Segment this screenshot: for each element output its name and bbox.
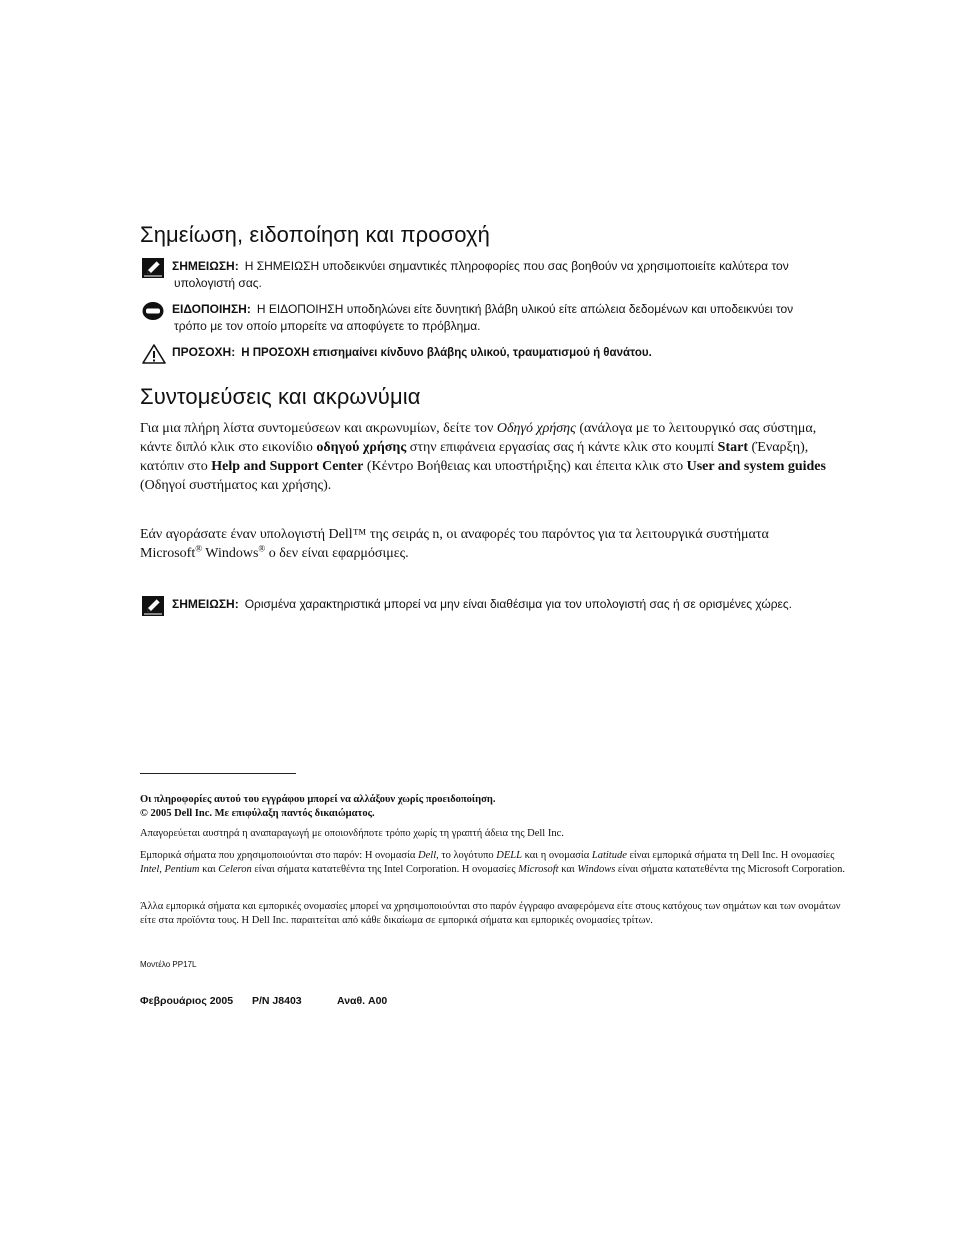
publication-date: Φεβρουάριος 2005 [140,995,234,1007]
text-run: (Έναρξη), κατόπιν στο [140,440,809,474]
copyright-notice [140,793,845,821]
text-run: Microsoft [518,864,559,875]
note-text: Η ΣΗΜΕΙΩΣΗ υποδεικνύει σημαντικές πληροφορίες που σας βοηθούν να χρησιμοποιείτε καλύτερα τον [244,259,789,273]
text-run: Εάν αγοράσατε έναν υπολογιστή Dell™ της σειράς n, οι αναφορές του παρόντος για τα λειτουργικά συστήματα Microsoft [140,527,769,561]
part-number: P/N J8403 [252,995,302,1007]
caution-text: Η ΠΡΟΣΟΧΗ επισημαίνει κίνδυνο βλάβης υλικού, τραυματισμού ή θανάτου. [241,347,652,359]
registered-mark: ® [195,543,203,554]
help-center-ref: Help and Support Center [211,459,364,474]
revision: Αναθ. A00 [337,995,388,1007]
text-run: , το λογότυπο [436,850,497,861]
text-run: Windows [202,546,259,561]
n-series-paragraph [140,525,830,563]
change-notice: Οι πληροφορίες αυτού του εγγράφου μπορεί να αλλάξουν χωρίς προειδοποίηση. [140,794,496,805]
notice-text: Η ΕΙΔΟΠΟΙΗΣΗ υποδηλώνει είτε δυνητική βλάβη υλικού είτε απώλεια δεδομένων και υποδεικνύει τον [256,302,794,316]
abbreviations-paragraph [140,419,830,495]
text-run: , [159,864,165,875]
text-run: (Κέντρο Βοήθειας και υποστήριξης) και έπειτα κλικ στο [363,459,687,474]
note-label: ΣΗΜΕΙΩΣΗ: [172,259,239,273]
warning-triangle-icon [142,344,164,364]
text-run: Intel [140,864,160,875]
text-run: (ανάλογα με το λειτουργικό σας σύστημα, κάντε διπλό κλικ στο εικονίδιο [140,421,817,455]
text-run: είναι σήματα κατατεθέντα της Microsoft Corporation. [615,864,845,875]
other-trademarks-notice: Άλλα εμπορικά σήματα και εμπορικές ονομασίες μπορεί να χρησιμοποιούνται στο παρόν έγγραφο αναφερόμενα είτε στους κατόχους των σημάτων και των ονομάτων είτε στα προϊόντα τους. Η Dell Inc. παραιτείται από κάθε δικαίωμα σε εμπορικά σήματα και εμπορικές ονομασίες τρίτων. [140,901,841,926]
trademarks-notice [140,849,845,877]
reproduction-notice: Απαγορεύεται αυστηρά η αναπαραγωγή με οποιονδήποτε τρόπο χωρίς τη γραπτή άδεια της Dell Inc. [140,828,564,839]
text-run: στην επιφάνεια εργασίας σας ή κάντε κλικ στο κουμπί [406,440,718,455]
note-block [142,596,842,613]
start-button-ref: Start [717,440,748,455]
note-text: Ορισμένα χαρακτηριστικά μπορεί να μην είναι διαθέσιμα για τον υπολογιστή σας ή σε ορισμένες χώρες. [244,597,793,611]
note-pencil-icon [142,596,164,616]
note-pencil-icon [142,258,164,278]
text-run: Dell [418,850,437,861]
caution-label: ΠΡΟΣΟΧΗ: [172,345,236,359]
text-run: και [199,864,219,875]
text-run: είναι εμπορικά σήματα τη Dell Inc. Η ονομασίες [626,850,835,861]
notice-label: ΕΙΔΟΠΟΙΗΣΗ: [172,302,251,316]
text-run: και [558,864,578,875]
note-block [142,258,842,292]
notice-hand-icon [142,301,164,321]
notice-text-cont: τρόπο με τον οποίο μπορείτε να αποφύγετε το πρόβλημα. [174,319,481,333]
text-run: Latitude [591,850,627,861]
text-run: ο δεν είναι εφαρμόσιμες. [265,546,409,561]
text-run: Εμπορικά σήματα που χρησιμοποιούνται στο παρόν: Η ονομασία [140,850,419,861]
notice-block [142,301,842,335]
user-guide-icon-ref: οδηγού χρήσης [316,440,407,455]
text-run: Celeron [218,864,252,875]
section-title-notes: Σημείωση, ειδοποίηση και προσοχή [140,222,491,247]
footnote-divider [140,773,296,774]
text-run: Windows [577,864,616,875]
text-run: DELL [496,850,522,861]
text-run: (Οδηγοί συστήματος και χρήσης). [140,478,332,493]
text-run: και η ονομασία [521,850,592,861]
text-run: είναι σήματα κατατεθέντα της Intel Corporation. Η ονομασίες [251,864,519,875]
registered-mark: ® [258,543,266,554]
document-footer [140,995,387,1007]
user-guide-ref: Οδηγό χρήσης [496,421,576,436]
model-number: Μοντέλο PP17L [140,960,197,969]
caution-block [142,344,842,362]
note-text-cont: υπολογιστή σας. [174,276,262,290]
system-guides-ref: User and system guides [686,459,826,474]
note-label: ΣΗΜΕΙΩΣΗ: [172,597,239,611]
copyright-line: © 2005 Dell Inc. Με επιφύλαξη παντός δικαιώματος. [140,808,375,819]
section-title-abbreviations: Συντομεύσεις και ακρωνύμια [140,384,421,409]
text-run: Pentium [164,864,200,875]
text-run: Για μια πλήρη λίστα συντομεύσεων και ακρωνυμίων, δείτε τον [140,421,497,436]
